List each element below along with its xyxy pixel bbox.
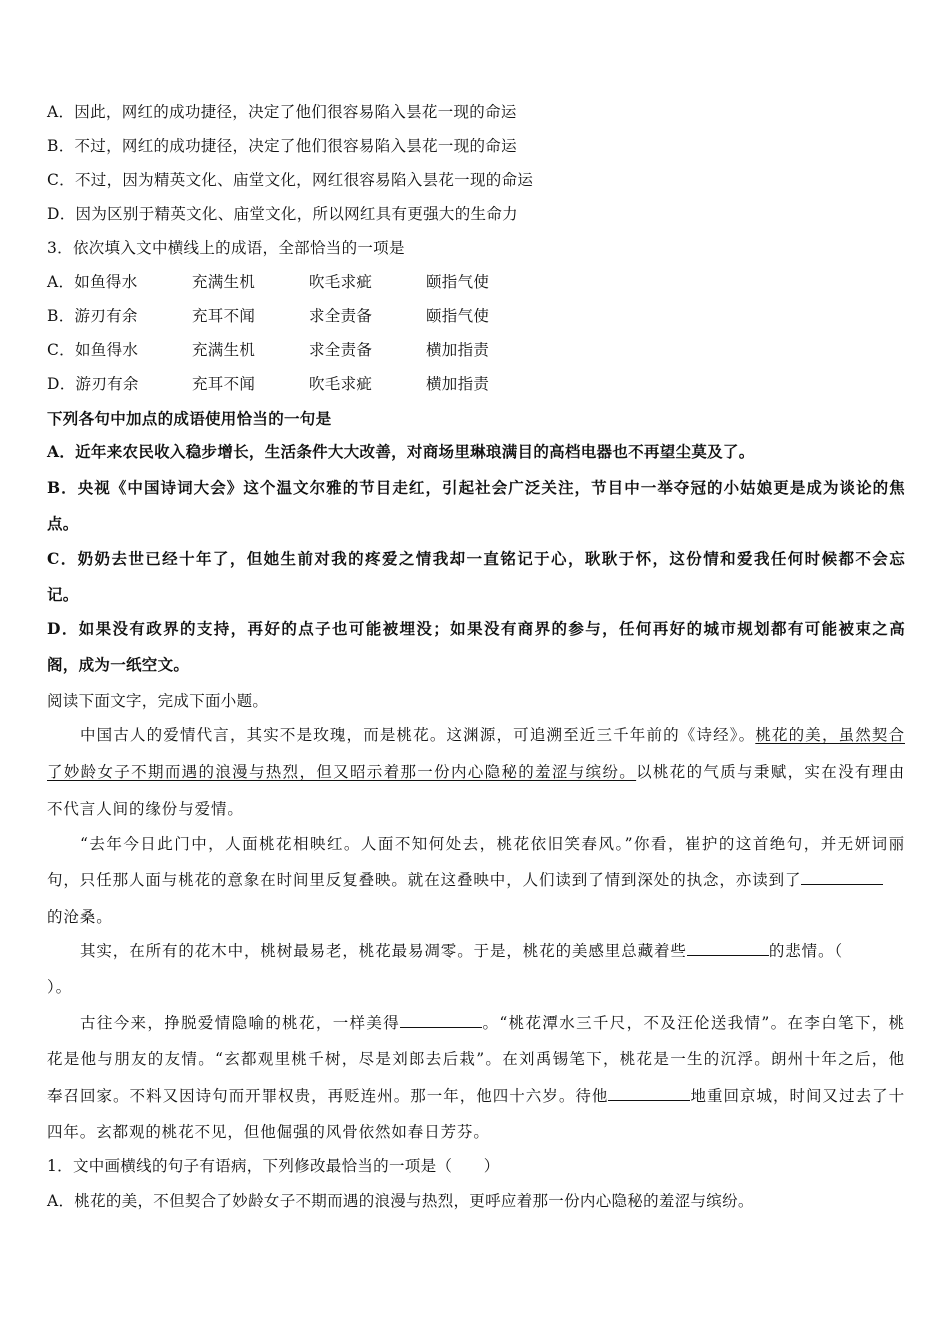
fill-blank <box>687 941 769 956</box>
idiom-1: 游刃有余 <box>74 307 138 325</box>
idiom-2: 充满生机 <box>192 273 256 291</box>
option-letter: C． <box>47 341 75 359</box>
passage-p4-line1 <box>80 1013 905 1033</box>
option-text: 因为区别于精英文化、庙堂文化，所以网红具有更强大的生命力 <box>75 205 518 223</box>
passage-text: 的悲情。（ <box>768 942 844 960</box>
option-letter: D． <box>47 375 76 393</box>
idiom-2: 充满生机 <box>192 341 256 359</box>
passage-text: 。“桃花潭水三千尺，不及汪伦送我情”。在李白笔下，桃 <box>482 1014 905 1032</box>
q2-option-a <box>47 102 517 122</box>
option-letter: B． <box>47 307 75 325</box>
q3-stem: 3．依次填入文中横线上的成语，全部恰当的一项是 <box>47 239 405 257</box>
q4-option-d-line2: 阁，成为一纸空文。 <box>47 655 190 674</box>
option-letter: A． <box>47 103 75 121</box>
passage-p1-line1 <box>80 725 905 745</box>
passage-p4-line2: 花是他与朋友的友情。“玄都观里桃千树，尽是刘郎去后栽”。在刘禹锡笔下，桃花是一生的沉浮。朗州十年之后，他 <box>47 1050 905 1068</box>
q2-option-d <box>47 204 518 224</box>
fill-blank <box>608 1086 690 1101</box>
idiom-1: 如鱼得水 <box>74 273 138 291</box>
option-letter: B． <box>47 137 75 155</box>
passage-p4-line4: 四年。玄都观的桃花不见，但他倔强的风骨依然如春日芳芬。 <box>47 1123 490 1141</box>
q4-option-c-line2: 记。 <box>47 585 79 604</box>
idiom-3: 求全责备 <box>309 341 373 359</box>
option-letter: C． <box>47 171 75 189</box>
passage-text: 中国古人的爱情代言，其实不是玫瑰，而是桃花。这渊源，可追溯至近三千年前的《诗经》。 <box>80 726 756 744</box>
q4-stem: 下列各句中加点的成语使用恰当的一句是 <box>47 409 332 428</box>
q3-option-a <box>47 272 547 292</box>
idiom-4: 横加指责 <box>426 341 490 359</box>
q4-option-b-line2: 点。 <box>47 514 79 533</box>
passage-text: 以桃花的气质与秉赋，实在没有理由 <box>636 763 905 781</box>
passage-p1-line3: 不代言人间的缘份与爱情。 <box>47 800 244 818</box>
idiom-1: 游刃有余 <box>75 375 139 393</box>
passage-p4-line3 <box>47 1086 905 1106</box>
passage-text: 古往今来，挣脱爱情隐喻的桃花，一样美得 <box>80 1014 401 1032</box>
q2-option-c <box>47 170 533 190</box>
q1-stem: 1．文中画横线的句子有语病，下列修改最恰当的一项是（ ） <box>47 1157 500 1175</box>
option-text: 因此，网红的成功捷径，决定了他们很容易陷入昙花一现的命运 <box>74 103 517 121</box>
q4-option-a: A．近年来农民收入稳步增长，生活条件大大改善，对商场里琳琅满目的高档电器也不再望尘莫及了。 <box>47 442 755 461</box>
idiom-3: 吹毛求疵 <box>309 375 373 393</box>
option-text: 不过，因为精英文化、庙堂文化，网红很容易陷入昙花一现的命运 <box>74 171 534 189</box>
option-letter: A． <box>47 273 75 291</box>
option-letter: D． <box>47 205 76 223</box>
idiom-2: 充耳不闻 <box>192 307 256 325</box>
passage-p1-line2 <box>47 762 905 782</box>
q3-option-d <box>47 374 547 394</box>
idiom-4: 颐指气使 <box>426 273 490 291</box>
underlined-sentence: 桃花的美，虽然契合 <box>755 726 905 744</box>
idiom-4: 颐指气使 <box>426 307 490 325</box>
q4-option-d-line1: D．如果没有政界的支持，再好的点子也可能被埋没；如果没有商界的参与，任何再好的城市规划都有可能被束之高 <box>47 619 905 638</box>
underlined-sentence: 了妙龄女子不期而遇的浪漫与热烈，但又昭示着那一份内心隐秘的羞涩与缤纷。 <box>47 763 637 781</box>
idiom-1: 如鱼得水 <box>74 341 139 359</box>
q2-option-b <box>47 136 517 156</box>
passage-text: 地重回京城，时间又过去了十 <box>690 1087 905 1105</box>
idiom-4: 横加指责 <box>426 375 490 393</box>
fill-blank <box>400 1013 482 1028</box>
q4-option-b-line1: B．央视《中国诗词大会》这个温文尔雅的节目走红，引起社会广泛关注，节目中一举夺冠的小姑娘更是成为谈论的焦 <box>47 478 905 497</box>
passage-p2-line2 <box>47 870 883 890</box>
q1-option-a: A．桃花的美，不但契合了妙龄女子不期而遇的浪漫与热烈，更呼应着那一份内心隐秘的羞涩与缤纷。 <box>47 1192 754 1210</box>
passage-text: 其实，在所有的花木中，桃树最易老，桃花最易凋零。于是，桃花的美感里总藏着些 <box>80 942 687 960</box>
fill-blank <box>801 870 883 885</box>
idiom-2: 充耳不闻 <box>192 375 256 393</box>
idiom-3: 吹毛求疵 <box>309 273 373 291</box>
passage-p2-line1: “去年今日此门中，人面桃花相映红。人面不知何处去，桃花依旧笑春风。”你看，崔护的这首绝句，并无妍词丽 <box>80 835 905 853</box>
passage-text: 句，只任那人面与桃花的意象在时间里反复叠映。就在这叠映中，人们读到了情到深处的执念，亦读到了 <box>47 871 802 889</box>
q4-option-c-line1: C．奶奶去世已经十年了，但她生前对我的疼爱之情我却一直铭记于心，耿耿于怀，这份情和爱我任何时候都不会忘 <box>47 549 905 568</box>
passage-p3-line1 <box>80 941 843 961</box>
passage-p3-line2: ）。 <box>47 978 73 996</box>
q3-option-c <box>47 340 547 360</box>
idiom-3: 求全责备 <box>309 307 373 325</box>
q3-option-b <box>47 306 547 326</box>
passage-text: 奉召回家。不料又因诗句而开罪权贵，再贬连州。那一年，他四十六岁。待他 <box>47 1087 609 1105</box>
passage-intro: 阅读下面文字，完成下面小题。 <box>47 692 269 710</box>
passage-p2-line3: 的沧桑。 <box>47 908 113 926</box>
option-text: 不过，网红的成功捷径，决定了他们很容易陷入昙花一现的命运 <box>74 137 517 155</box>
